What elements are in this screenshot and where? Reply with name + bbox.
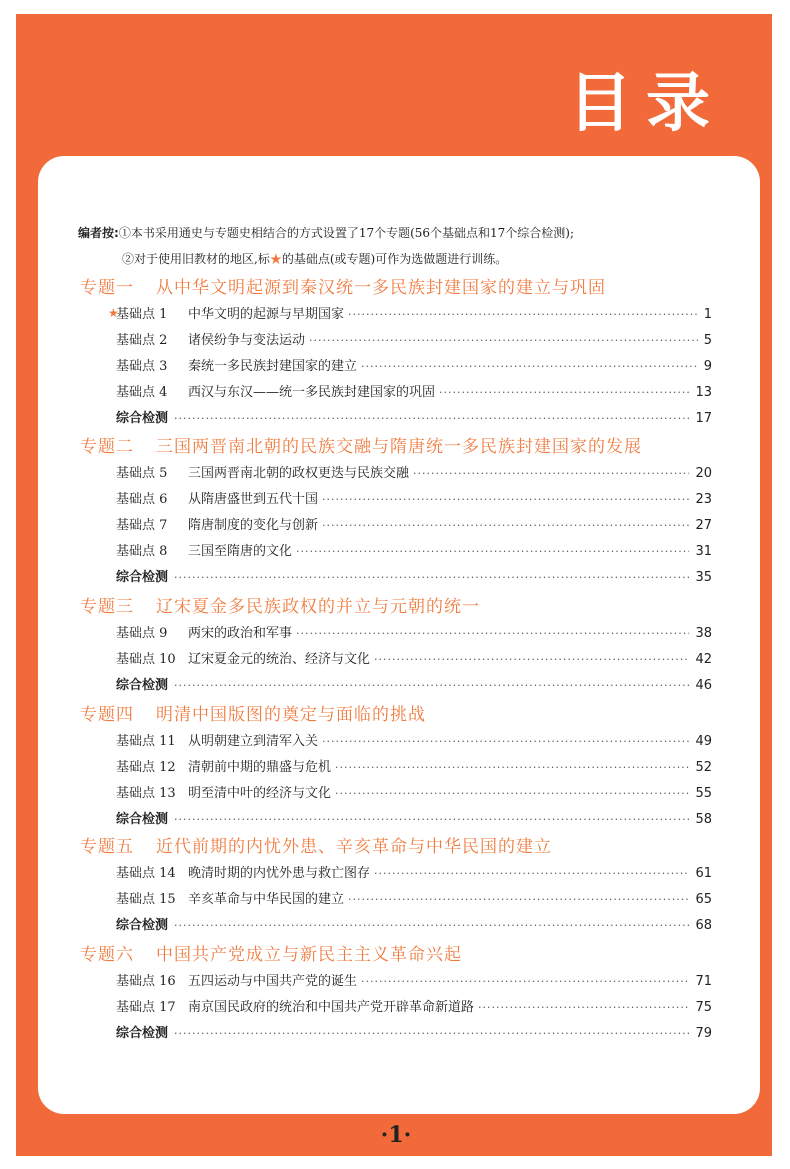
toc-entry[interactable] [116, 488, 712, 508]
entry-page-number: 42 [695, 652, 712, 667]
dot-leader [361, 975, 689, 988]
optional-star-icon: ★ [108, 306, 119, 320]
entry-name: 三国两晋南北朝的政权更迭与民族交融 [188, 466, 410, 481]
editor-note-text-1: ①本书采用通史与专题史相结合的方式设置了17个专题(56个基础点和17个综合检测); [118, 226, 575, 240]
entry-page-number: 23 [695, 492, 712, 507]
entry-label: 基础点 17 [116, 1000, 176, 1015]
dot-leader [174, 813, 689, 826]
dot-leader [174, 919, 689, 932]
toc-entry[interactable] [116, 329, 712, 349]
entry-name: 辛亥革命与中华民国的建立 [188, 892, 345, 907]
entry-label: 综合检测 [116, 812, 169, 827]
dot-leader [322, 493, 689, 506]
dot-leader [309, 334, 698, 347]
topic-title: 从中华文明起源到秦汉统一多民族封建国家的建立与巩固 [156, 278, 606, 298]
entry-label: 基础点 1 [116, 307, 168, 322]
entry-page-number: 55 [695, 786, 712, 801]
entry-label: 基础点 14 [116, 866, 176, 881]
entry-label: 基础点 2 [116, 333, 168, 348]
entry-page-number: 61 [695, 866, 712, 881]
entry-name: 从隋唐盛世到五代十国 [188, 492, 319, 507]
entry-page-number: 58 [695, 812, 712, 827]
entry-name: 西汉与东汉——统一多民族封建国家的巩固 [188, 385, 436, 400]
entry-label: 综合检测 [116, 678, 169, 693]
editor-note-label: 编者按: [78, 226, 119, 240]
entry-label: 综合检测 [116, 918, 169, 933]
toc-entry[interactable] [116, 996, 712, 1016]
dot-leader [439, 386, 689, 399]
entry-page-number: 27 [695, 518, 712, 533]
topic-number: 专题二 [80, 437, 134, 457]
topic-title: 中国共产党成立与新民主主义革命兴起 [156, 945, 462, 965]
dot-leader [335, 787, 689, 800]
star-icon: ★ [269, 252, 282, 266]
topic-number: 专题六 [80, 945, 134, 965]
toc-entry[interactable] [116, 381, 712, 401]
toc-entry[interactable] [116, 914, 712, 934]
editor-note-line-1 [78, 224, 574, 241]
toc-entry[interactable] [116, 355, 712, 375]
entry-page-number: 31 [695, 544, 712, 559]
toc-entry[interactable] [116, 407, 712, 427]
dot-leader [296, 545, 689, 558]
entry-label: 基础点 3 [116, 359, 168, 374]
entry-label: 基础点 15 [116, 892, 176, 907]
entry-page-number: 20 [695, 466, 712, 481]
toc-entry[interactable] [116, 730, 712, 750]
entry-page-number: 52 [695, 760, 712, 775]
topic-number: 专题三 [80, 597, 134, 617]
toc-entry[interactable] [116, 888, 712, 908]
entry-label: 基础点 10 [116, 652, 176, 667]
topic-number: 专题五 [80, 837, 134, 857]
topic-title: 三国两晋南北朝的民族交融与隋唐统一多民族封建国家的发展 [156, 437, 642, 457]
entry-label: 综合检测 [116, 1026, 169, 1041]
topic-number: 专题四 [80, 705, 134, 725]
entry-name: 三国至隋唐的文化 [188, 544, 293, 559]
topic-number: 专题一 [80, 278, 134, 298]
topic-title: 近代前期的内忧外患、辛亥革命与中华民国的建立 [156, 837, 552, 857]
toc-entry[interactable] [116, 862, 712, 882]
dot-leader [478, 1001, 689, 1014]
topic-heading [80, 432, 642, 457]
entry-page-number: 71 [695, 974, 712, 989]
dot-leader [374, 867, 689, 880]
entry-page-number: 46 [695, 678, 712, 693]
topic-heading [80, 940, 462, 965]
entry-name: 秦统一多民族封建国家的建立 [188, 359, 358, 374]
toc-entry[interactable] [116, 648, 712, 668]
entry-page-number: 79 [695, 1026, 712, 1041]
entry-name: 清朝前中期的鼎盛与危机 [188, 760, 332, 775]
topic-title: 明清中国版图的奠定与面临的挑战 [156, 705, 426, 725]
entry-name: 从明朝建立到清军入关 [188, 734, 319, 749]
entry-name: 两宋的政治和军事 [188, 626, 293, 641]
dot-leader [322, 735, 689, 748]
entry-label: 基础点 7 [116, 518, 168, 533]
entry-name: 辽宋夏金元的统治、经济与文化 [188, 652, 371, 667]
toc-entry[interactable] [116, 514, 712, 534]
entry-page-number: 35 [695, 570, 712, 585]
dot-leader [174, 571, 689, 584]
topic-heading [80, 700, 426, 725]
entry-name: 五四运动与中国共产党的诞生 [188, 974, 358, 989]
entry-label: 基础点 6 [116, 492, 168, 507]
entry-name: 中华文明的起源与早期国家 [188, 307, 345, 322]
entry-label: 基础点 11 [116, 734, 176, 749]
dot-leader [374, 653, 689, 666]
entry-name: 隋唐制度的变化与创新 [188, 518, 319, 533]
toc-entry[interactable] [116, 756, 712, 776]
dot-leader [348, 893, 689, 906]
entry-label: 基础点 12 [116, 760, 176, 775]
editor-note-text-2b: 的基础点(或专题)可作为选做题进行训练。 [281, 252, 508, 266]
toc-entry[interactable] [116, 540, 712, 560]
entry-page-number: 49 [695, 734, 712, 749]
toc-entry[interactable] [116, 674, 712, 694]
dot-leader [174, 679, 689, 692]
entry-page-number: 13 [695, 385, 712, 400]
page-number: ·1· [380, 1122, 412, 1148]
toc-entry[interactable] [116, 782, 712, 802]
entry-page-number: 65 [695, 892, 712, 907]
editor-note-line-2 [122, 250, 507, 267]
toc-entry[interactable] [116, 566, 712, 586]
entry-name: 诸侯纷争与变法运动 [188, 333, 306, 348]
entry-label: 基础点 4 [116, 385, 168, 400]
entry-page-number: 5 [703, 333, 712, 348]
entry-page-number: 68 [695, 918, 712, 933]
entry-label: 基础点 16 [116, 974, 176, 989]
entry-label: 基础点 9 [116, 626, 168, 641]
entry-name: 晚清时期的内忧外患与救亡图存 [188, 866, 371, 881]
toc-entry[interactable] [116, 808, 712, 828]
toc-entry[interactable] [116, 462, 712, 482]
entry-label: 综合检测 [116, 411, 169, 426]
entry-page-number: 9 [703, 359, 712, 374]
entry-page-number: 75 [695, 1000, 712, 1015]
topic-heading [80, 273, 606, 298]
entry-label: 基础点 8 [116, 544, 168, 559]
toc-entry[interactable] [116, 303, 712, 323]
dot-leader [413, 467, 689, 480]
editor-note-text-2a: ②对于使用旧教材的地区,标 [122, 252, 270, 266]
dot-leader [322, 519, 689, 532]
topic-heading [80, 832, 552, 857]
topic-heading [80, 592, 480, 617]
page-title: 目录 [568, 67, 724, 141]
entry-page-number: 38 [695, 626, 712, 641]
toc-entry[interactable] [116, 970, 712, 990]
toc-entry[interactable] [116, 1022, 712, 1042]
entry-label: 基础点 13 [116, 786, 176, 801]
entry-name: 南京国民政府的统治和中国共产党开辟革命新道路 [188, 1000, 475, 1015]
dot-leader [296, 627, 689, 640]
entry-label: 综合检测 [116, 570, 169, 585]
dot-leader [174, 1027, 689, 1040]
entry-name: 明至清中叶的经济与文化 [188, 786, 332, 801]
entry-page-number: 1 [703, 307, 712, 322]
dot-leader [361, 360, 698, 373]
entry-page-number: 17 [695, 411, 712, 426]
entry-label: 基础点 5 [116, 466, 168, 481]
topic-title: 辽宋夏金多民族政权的并立与元朝的统一 [156, 597, 480, 617]
dot-leader [335, 761, 689, 774]
toc-entry[interactable] [116, 622, 712, 642]
dot-leader [174, 412, 689, 425]
dot-leader [348, 308, 698, 321]
